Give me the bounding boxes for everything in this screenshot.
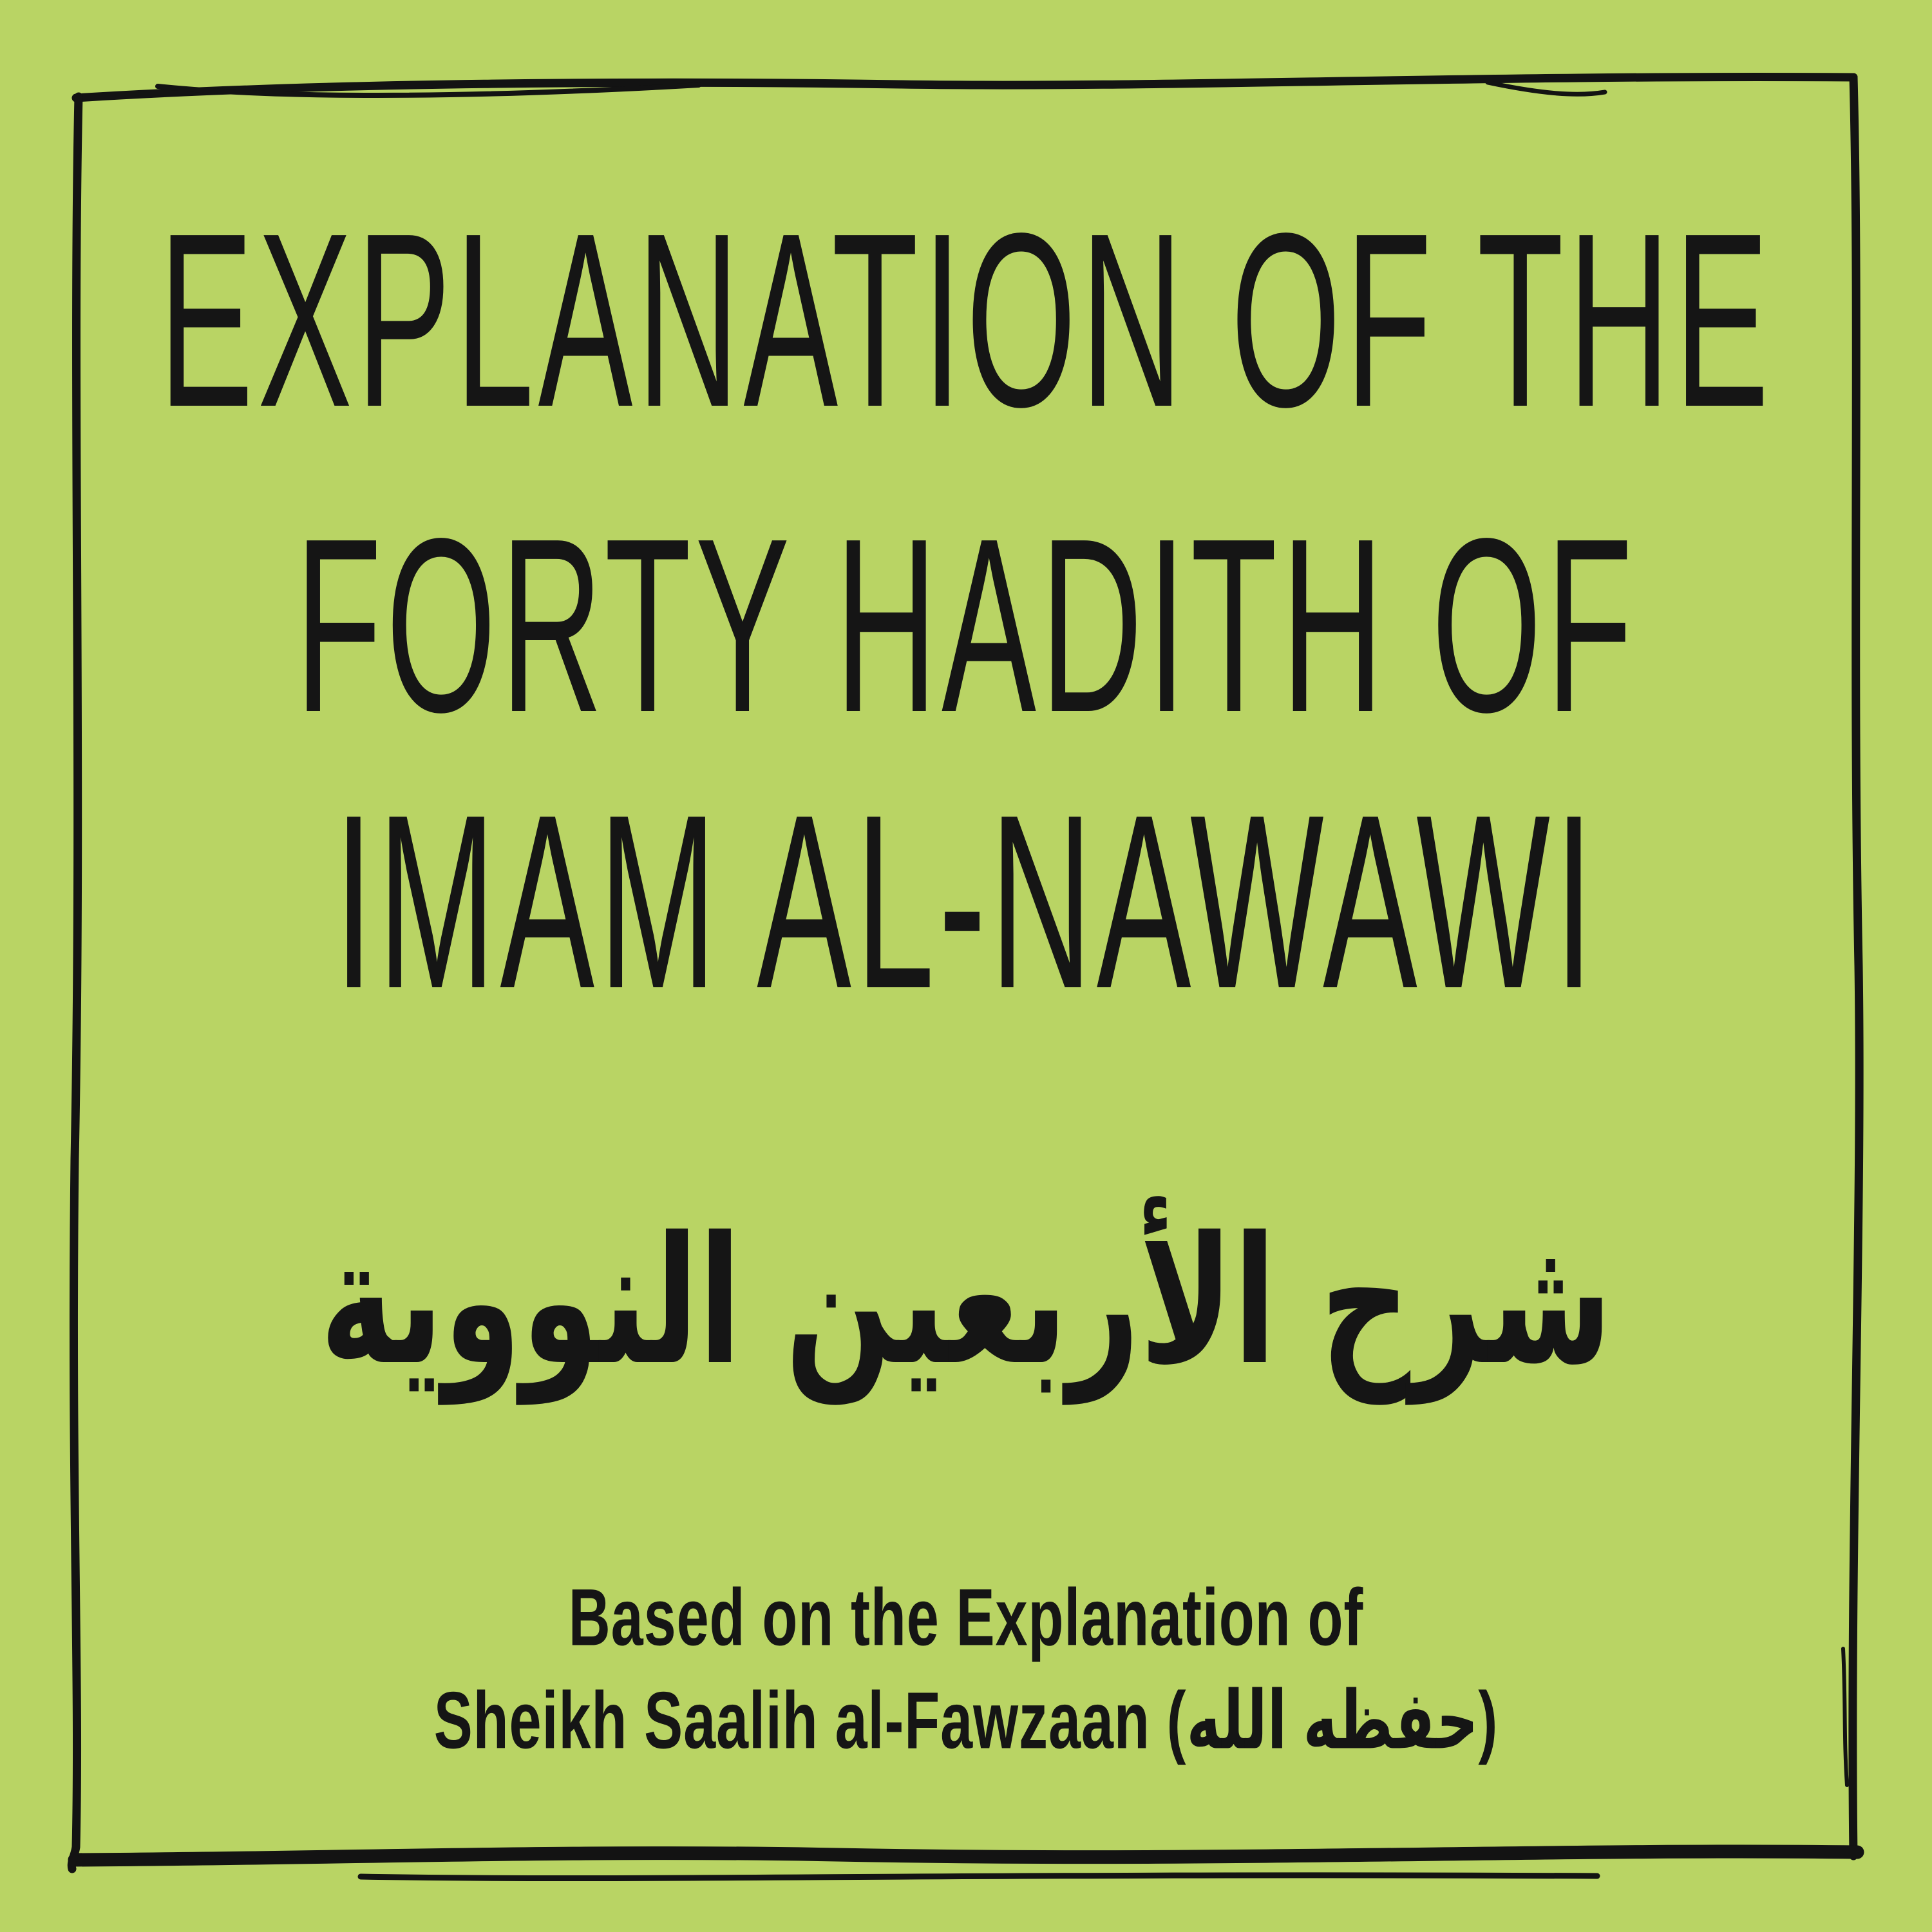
title-line-2 (0, 486, 1932, 764)
title-line-3 (0, 762, 1932, 1041)
title-line-2-text: FORTY HADITH OF (295, 486, 1637, 764)
subtitle-line-1-text: Based on the Explanation of (568, 1573, 1364, 1663)
title-line-1 (0, 181, 1932, 459)
title-line-1-text: EXPLANATION OF THE (158, 181, 1774, 459)
border-bottom-stroke (75, 1852, 1857, 1860)
title-line-3-text: IMAM AL-NAWAWI (334, 762, 1598, 1041)
arabic-title (0, 1198, 1932, 1404)
arabic-title-text: شرح الأربعين النووية (319, 1198, 1613, 1404)
subtitle-line-2-text: Sheikh Saalih al-Fawzaan (حفظه الله) (433, 1676, 1499, 1766)
subtitle-line-1 (0, 1573, 1932, 1663)
subtitle-line-2 (0, 1676, 1932, 1766)
border-bottom-understroke (361, 1875, 1597, 1879)
